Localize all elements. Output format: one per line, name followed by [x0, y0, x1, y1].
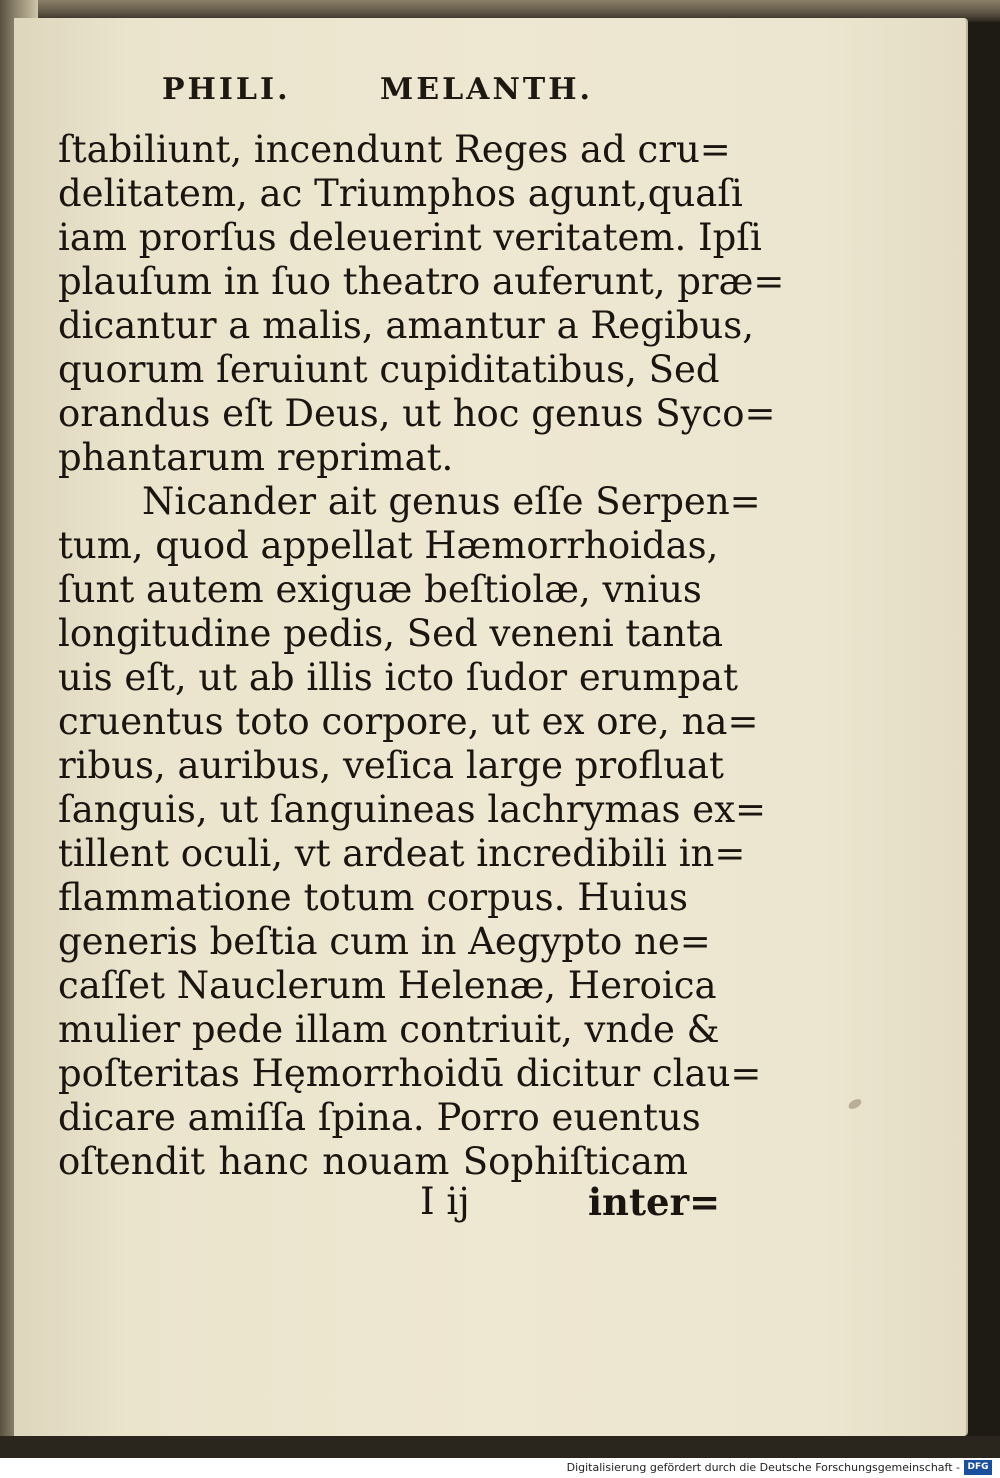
- paragraph-first-line: Nicander ait genus eſſe Serpen=: [142, 480, 761, 523]
- text-line: tum, quod appellat Hæmorrhoidas,: [58, 524, 719, 567]
- text-line: plauſum in ſuo theatro auferunt, præ=: [58, 260, 785, 303]
- text-line: poſteritas Hęmorrhoidū dicitur clau=: [58, 1052, 762, 1095]
- text-line: ſtabiliunt, incendunt Reges ad cru=: [58, 128, 731, 171]
- text-line: ſanguis, ut ſanguineas lachrymas ex=: [58, 788, 767, 831]
- text-line: generis beſtia cum in Aegypto ne=: [58, 920, 711, 963]
- text-line: flammatione totum corpus. Huius: [58, 876, 688, 919]
- footer-credit: Digitalisierung gefördert durch die Deutsche Forschungsgemeinschaft -: [566, 1461, 960, 1474]
- text-line: oſtendit hanc nouam Sophiſticam: [58, 1140, 688, 1183]
- text-line: ſunt autem exiguæ beſtiolæ, vnius: [58, 568, 702, 611]
- text-line: dicantur a malis, amantur a Regibus,: [58, 304, 754, 347]
- text-line: ribus, auribus, veſica large profluat: [58, 744, 724, 787]
- text-line: quorum ſeruiunt cupiditatibus, Sed: [58, 348, 720, 391]
- text-line: cruentus toto corpore, ut ex ore, na=: [58, 700, 759, 743]
- text-line: longitudine pedis, Sed veneni tanta: [58, 612, 724, 655]
- dfg-logo-icon: DFG: [964, 1460, 992, 1475]
- text-line: delitatem, ac Triumphos agunt,quaſi: [58, 172, 743, 215]
- text-line: tillent oculi, vt ardeat incredibili in=: [58, 832, 746, 875]
- catchword: inter=: [588, 1180, 721, 1224]
- text-line: uis eſt, ut ab illis icto ſudor erumpat: [58, 656, 738, 699]
- running-head-left: PHILI.: [162, 72, 291, 107]
- text-line: orandus eſt Deus, ut hoc genus Syco=: [58, 392, 776, 435]
- text-line: mulier pede illam contriuit, vnde &: [58, 1008, 720, 1051]
- text-line: iam prorſus deleuerint veritatem. Ipſi: [58, 216, 762, 259]
- signature-mark: I ij: [420, 1180, 470, 1223]
- text-line: phantarum reprimat.: [58, 436, 454, 479]
- text-line: dicare amiſſa ſpina. Porro euentus: [58, 1096, 701, 1139]
- text-line: caſſet Nauclerum Helenæ, Heroica: [58, 964, 717, 1007]
- running-head-right: MELANTH.: [380, 72, 593, 107]
